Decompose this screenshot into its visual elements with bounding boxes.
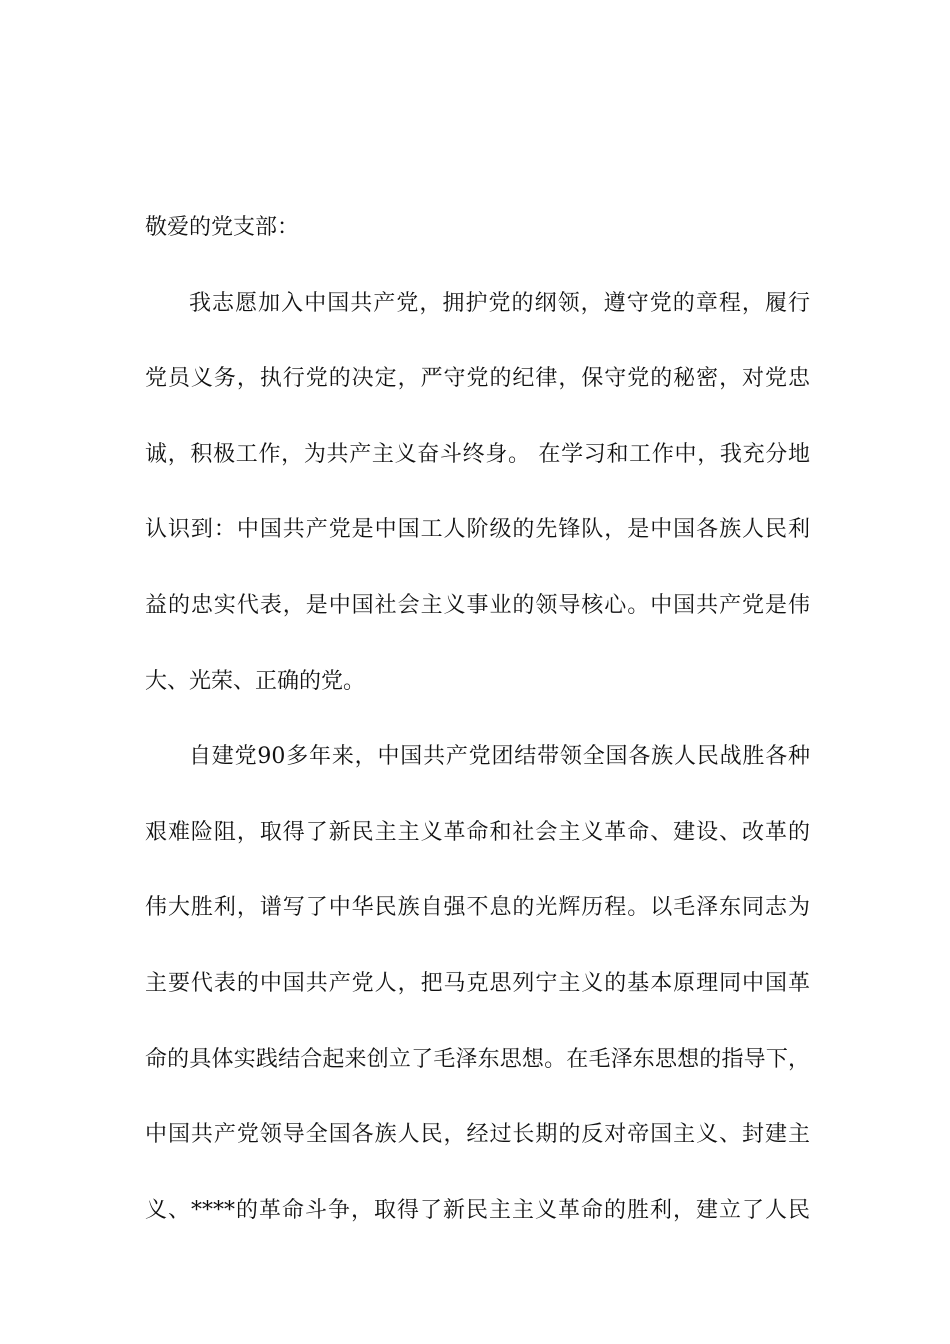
- paragraph-1-line-3: 诚，积极工作，为共产主义奋斗终身。 在学习和工作中，我充分地: [145, 441, 810, 467]
- paragraph-2-line-5: 命的具体实践结合起来创立了毛泽东思想。在毛泽东思想的指导下，: [145, 1046, 810, 1072]
- paragraph-1-line-2: 党员义务，执行党的决定，严守党的纪律，保守党的秘密，对党忠: [145, 366, 810, 392]
- paragraph-1-line-6: 大、光荣、正确的党。: [145, 668, 366, 694]
- paragraph-2-line-4: 主要代表的中国共产党人，把马克思列宁主义的基本原理同中国革: [145, 970, 810, 996]
- paragraph-2-line-1: 自建党90多年来，中国共产党团结带领全国各族人民战胜各种: [189, 744, 810, 770]
- paragraph-2-line-6: 中国共产党领导全国各族人民，经过长期的反对帝国主义、封建主: [145, 1122, 810, 1148]
- paragraph-2-line-7: 义、****的革命斗争，取得了新民主主义革命的胜利，建立了人民: [145, 1197, 810, 1223]
- paragraph-2-line-3: 伟大胜利，谱写了中华民族自强不息的光辉历程。以毛泽东同志为: [145, 895, 810, 921]
- paragraph-1-line-4: 认识到：中国共产党是中国工人阶级的先锋队，是中国各族人民利: [145, 517, 810, 543]
- paragraph-1-line-1: 我志愿加入中国共产党，拥护党的纲领，遵守党的章程，履行: [189, 290, 810, 316]
- paragraph-1-line-5: 益的忠实代表，是中国社会主义事业的领导核心。中国共产党是伟: [145, 592, 810, 618]
- paragraph-2-line-2: 艰难险阻，取得了新民主主义革命和社会主义革命、建设、改革的: [145, 819, 810, 845]
- salutation: 敬爱的党支部：: [145, 215, 300, 240]
- document-body: [145, 208, 810, 1266]
